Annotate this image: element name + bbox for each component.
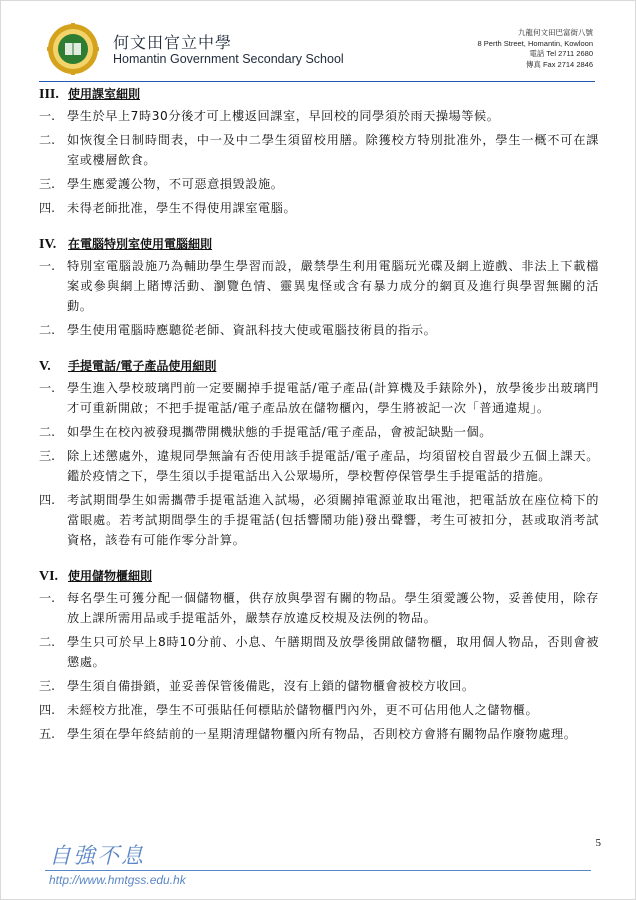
rule-number: 二. xyxy=(39,133,56,147)
rule-number: 四. xyxy=(39,703,56,717)
rule-item xyxy=(39,446,599,486)
rules-section xyxy=(39,357,599,550)
rule-text: 除上述懲處外，違規同學無論有否使用該手提電話/電子產品，均須留校自習最少五個上課天。鑑於疫情之下，學生須以手提電話出入公眾場所，學校暫停保管學生手提電話的措施。 xyxy=(67,449,599,483)
section-number: V. xyxy=(39,359,51,374)
section-number: VI. xyxy=(39,569,59,584)
rules-section xyxy=(39,567,599,744)
rule-item xyxy=(39,724,599,744)
school-motto: 自強不息 xyxy=(49,844,146,869)
rule-number: 一. xyxy=(39,259,56,273)
rule-text: 學生進入學校玻璃門前一定要關掉手提電話/電子產品(計算機及手錶除外)，放學後步出玻璃門才可重新開啟；不把手提電話/電子產品放在儲物櫃內，學生將被記一次「普通違規」。 xyxy=(67,381,599,415)
school-address xyxy=(478,28,593,70)
rule-number: 三. xyxy=(39,679,56,693)
rule-number: 三. xyxy=(39,449,56,463)
school-name-english: Homantin Government Secondary School xyxy=(113,52,344,66)
section-heading xyxy=(39,85,599,106)
section-heading xyxy=(39,567,599,588)
rule-item xyxy=(39,490,599,550)
rule-number: 一. xyxy=(39,591,56,605)
rule-number: 四. xyxy=(39,493,56,507)
rule-item xyxy=(39,174,599,194)
address-chinese: 九龍何文田巴富街八號 xyxy=(518,28,593,37)
rule-text: 考試期間學生如需攜帶手提電話進入試場，必須關掉電源並取出電池，把電話放在座位椅下的當眼處。若考試期間學生的手提電話(包括響鬧功能)發出聲響，考生可被扣分，甚或取消考試資格，該卷有可能作零分計算。 xyxy=(67,493,599,547)
section-heading xyxy=(39,235,599,256)
rule-item xyxy=(39,320,599,340)
rule-text: 如學生在校內被發現攜帶開機狀態的手提電話/電子產品，會被記缺點一個。 xyxy=(67,425,492,439)
rule-text: 學生應愛護公物，不可惡意損毀設施。 xyxy=(67,177,284,191)
footer-divider xyxy=(45,870,591,871)
rule-text: 未經校方批准，學生不可張貼任何標貼於儲物櫃門內外，更不可佔用他人之儲物櫃。 xyxy=(67,703,539,717)
rule-text: 學生須在學年終結前的一星期清理儲物櫃內所有物品，否則校方會將有關物品作廢物處理。 xyxy=(67,727,577,741)
rule-text: 學生於早上7時30分後才可上樓返回課室，早回校的同學須於雨天操場等候。 xyxy=(67,109,500,123)
letterhead xyxy=(1,1,636,81)
section-number: IV. xyxy=(39,237,57,252)
school-name-chinese: 何文田官立中學 xyxy=(113,33,233,52)
section-title: 手提電話/電子產品使用細則 xyxy=(68,359,217,373)
address-english: 8 Perth Street, Homantin, Kowloon xyxy=(477,38,593,48)
rule-item xyxy=(39,106,599,126)
rule-text: 每名學生可獲分配一個儲物櫃，供存放與學習有關的物品。學生須愛護公物，妥善使用，除存放上課所需用品或手提電話外，嚴禁存放違反校規及法例的物品。 xyxy=(67,591,599,625)
section-heading xyxy=(39,357,599,378)
section-title: 在電腦特別室使用電腦細則 xyxy=(68,237,213,251)
rule-item xyxy=(39,588,599,628)
rule-number: 四. xyxy=(39,201,56,215)
rule-text: 未得老師批准，學生不得使用課室電腦。 xyxy=(67,201,297,215)
rule-number: 五. xyxy=(39,727,56,741)
rule-number: 一. xyxy=(39,381,56,395)
rule-item xyxy=(39,256,599,316)
rules-section xyxy=(39,235,599,340)
rule-item xyxy=(39,676,599,696)
rule-text: 特別室電腦設施乃為輔助學生學習而設，嚴禁學生利用電腦玩光碟及網上遊戲、非法上下載檔案或參與網上賭博活動、瀏覽色情、靈異鬼怪或含有暴力成分的網頁及進行與學習無關的活動。 xyxy=(67,259,599,313)
rules-section xyxy=(39,85,599,218)
section-title: 使用儲物櫃細則 xyxy=(68,569,153,583)
rule-number: 二. xyxy=(39,425,56,439)
section-number: III. xyxy=(39,87,59,102)
rule-item xyxy=(39,632,599,672)
rule-item xyxy=(39,198,599,218)
rules-content xyxy=(39,85,599,761)
rule-number: 二. xyxy=(39,635,56,649)
header-divider xyxy=(39,81,595,82)
rule-item xyxy=(39,130,599,170)
section-title: 使用課室細則 xyxy=(68,87,141,101)
rule-number: 二. xyxy=(39,323,56,337)
rule-text: 學生須自備掛鎖，並妥善保管後備匙，沒有上鎖的儲物櫃會被校方收回。 xyxy=(67,679,475,693)
school-crest-icon xyxy=(47,23,99,75)
telephone: 電話 Tel 2711 2680 xyxy=(529,49,593,58)
rule-number: 三. xyxy=(39,177,56,191)
fax: 傳真 Fax 2714 2846 xyxy=(525,59,593,69)
rule-item xyxy=(39,378,599,418)
rule-text: 學生使用電腦時應聽從老師、資訊科技大使或電腦技術員的指示。 xyxy=(67,323,437,337)
rule-number: 一. xyxy=(39,109,56,123)
school-website-link[interactable]: http://www.hmtgss.edu.hk xyxy=(49,873,186,887)
rule-text: 學生只可於早上8時10分前、小息、午膳期間及放學後開啟儲物櫃，取用個人物品，否則會被懲處。 xyxy=(67,635,599,669)
rule-text: 如恢復全日制時間表，中一及中二學生須留校用膳。除獲校方特別批准外，學生一概不可在課室或樓層飲食。 xyxy=(67,133,599,167)
page-number: 5 xyxy=(595,837,601,849)
rule-item xyxy=(39,700,599,720)
rule-item xyxy=(39,422,599,442)
